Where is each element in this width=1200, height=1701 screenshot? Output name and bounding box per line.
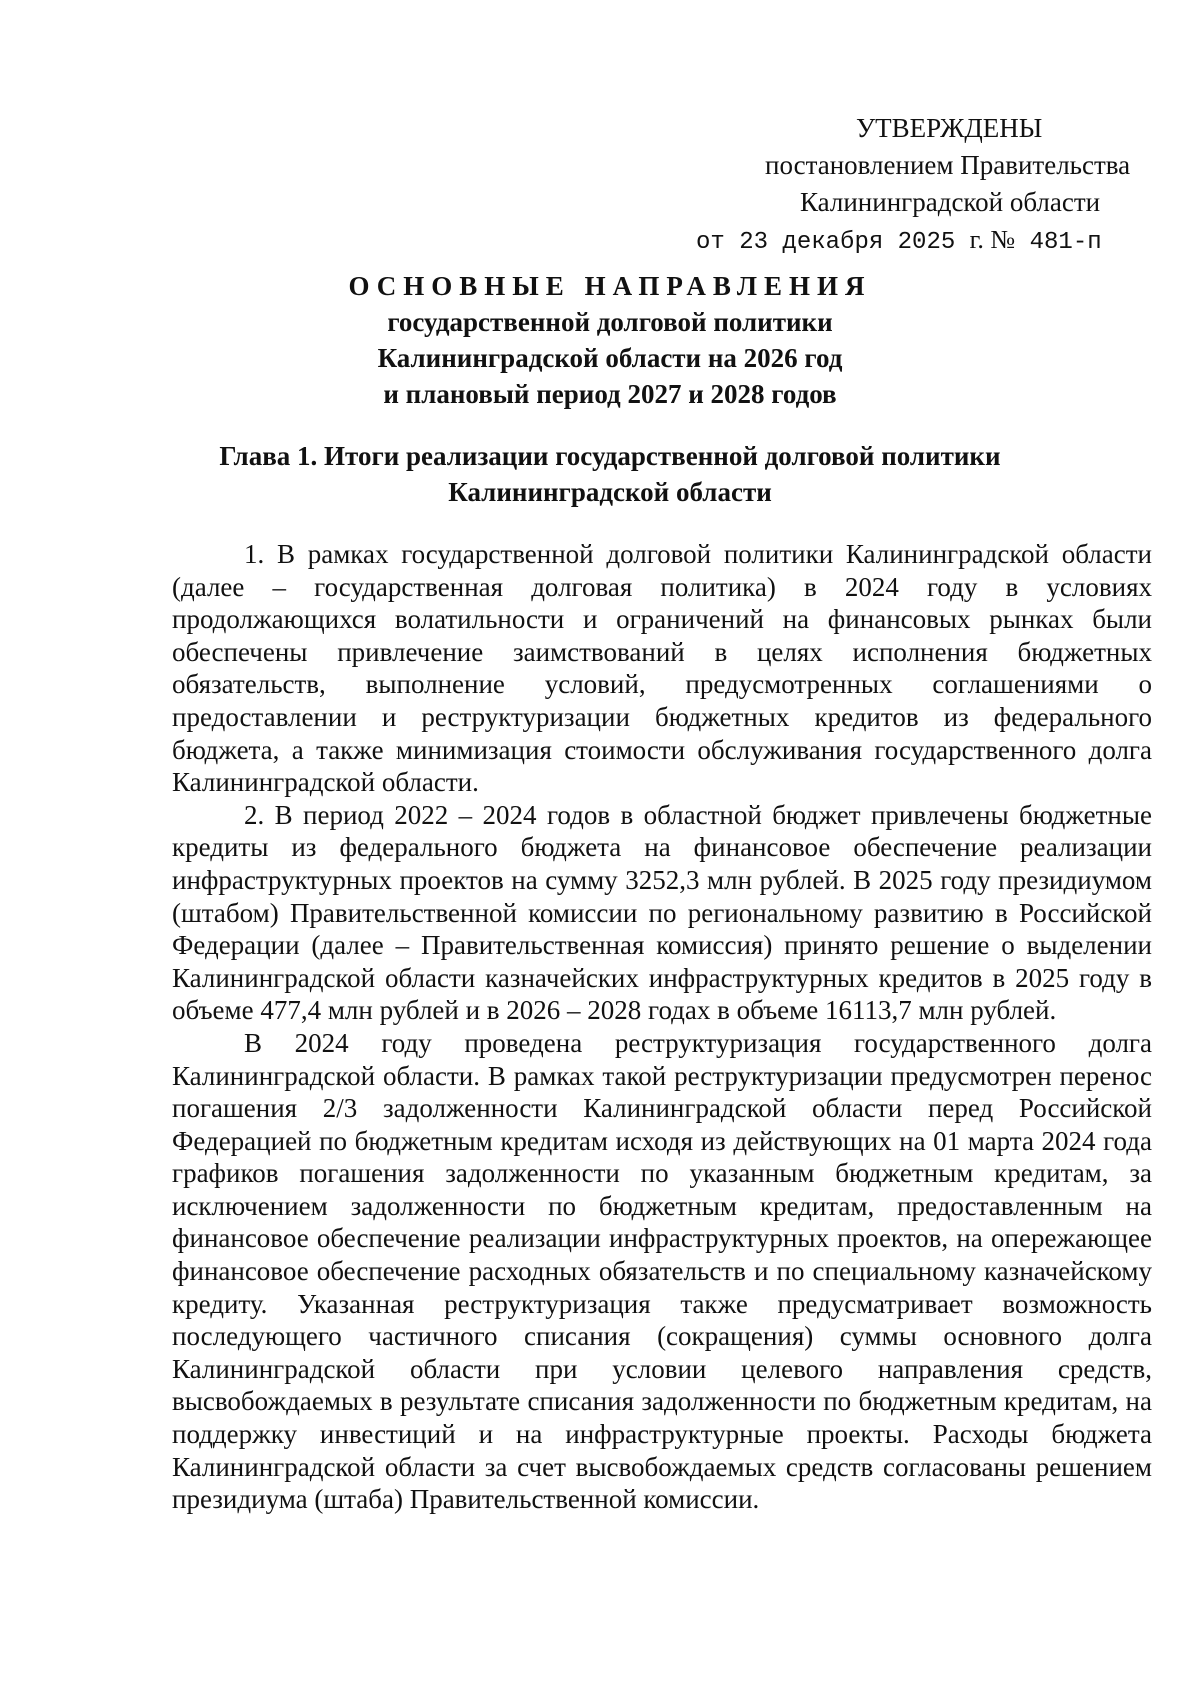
document-title — [170, 268, 1050, 412]
title-line-3: Калининградской области на 2026 год — [377, 343, 843, 373]
approval-line-date — [640, 221, 1120, 261]
approval-year-suffix: г. № — [969, 225, 1016, 254]
paragraph-2: 2. В период 2022 – 2024 годов в областной бюджет привлечены бюджетные кредиты из федерального бюджета на финансовое обеспечение реализации инфраструктурных проектов на сумму 3252,3 млн рублей. В 2025 году президиумом (штабом) Правительственной комиссии по региональному развитию в Российской Федерации (далее – Правительственная комиссия) принято решение о выделении Калининградской области казначейских инфраструктурных кредитов в 2025 году в объеме 477,4 млн рублей и в 2026 – 2028 годах в объеме 16113,7 млн рублей. — [172, 799, 1152, 1026]
approval-date-prefix: от — [696, 229, 725, 256]
approval-date: 23 декабря 2025 — [739, 229, 956, 256]
approval-line-resolution: постановлением Правительства — [765, 150, 1131, 180]
title-line-2: государственной долговой политики — [387, 307, 833, 337]
paragraph-1: 1. В рамках государственной долговой политики Калининградской области (далее – государственная долговая политика) в 2024 году в условиях продолжающихся волатильности и ограничений на финансовых рынках были обеспечены привлечение заимствований в целях исполнения бюджетных обязательств, выполнение условий, предусмотренных соглашениями о предоставлении и реструктуризации бюджетных кредитов из федерального бюджета, а также минимизация стоимости обслуживания государственного долга Калининградской области. — [172, 539, 1152, 798]
approval-line-region: Калининградской области — [800, 187, 1101, 217]
title-line-4: и плановый период 2027 и 2028 годов — [383, 379, 837, 409]
approval-number: 481-п — [1029, 229, 1102, 256]
approval-heading: УТВЕРЖДЕНЫ — [856, 113, 1043, 143]
document-body — [172, 538, 1152, 1516]
title-main: ОСНОВНЫЕ НАПРАВЛЕНИЯ — [348, 271, 872, 301]
approval-block — [640, 110, 1131, 261]
chapter-line-2: Калининградской области — [448, 477, 772, 507]
paragraph-3: В 2024 году проведена реструктуризация государственного долга Калининградской области. В рамках такой реструктуризации предусмотрен перенос погашения 2/3 задолженности Калининградской области перед Российской Федерацией по бюджетным кредитам исходя из действующих на 01 марта 2024 года графиков погашения задолженности по указанным бюджетным кредитам, за исключением задолженности по бюджетным кредитам, предоставленным на финансовое обеспечение реализации инфраструктурных проектов, на опережающее финансовое обеспечение расходных обязательств и по специальному казначейскому кредиту. Указанная реструктуризация также предусматривает возможность последующего частичного списания (сокращения) суммы основного долга Калининградской области при условии целевого направления средств, высвобождаемых в результате списания задолженности по бюджетным кредитам, на поддержку инвестиций и на инфраструктурные проекты. Расходы бюджета Калининградской области за счет высвобождаемых средств согласованы решением президиума (штаба) Правительственной комиссии. — [172, 1027, 1152, 1515]
chapter-heading — [170, 438, 1050, 510]
chapter-line-1: Глава 1. Итоги реализации государственной долговой политики — [219, 441, 1001, 471]
